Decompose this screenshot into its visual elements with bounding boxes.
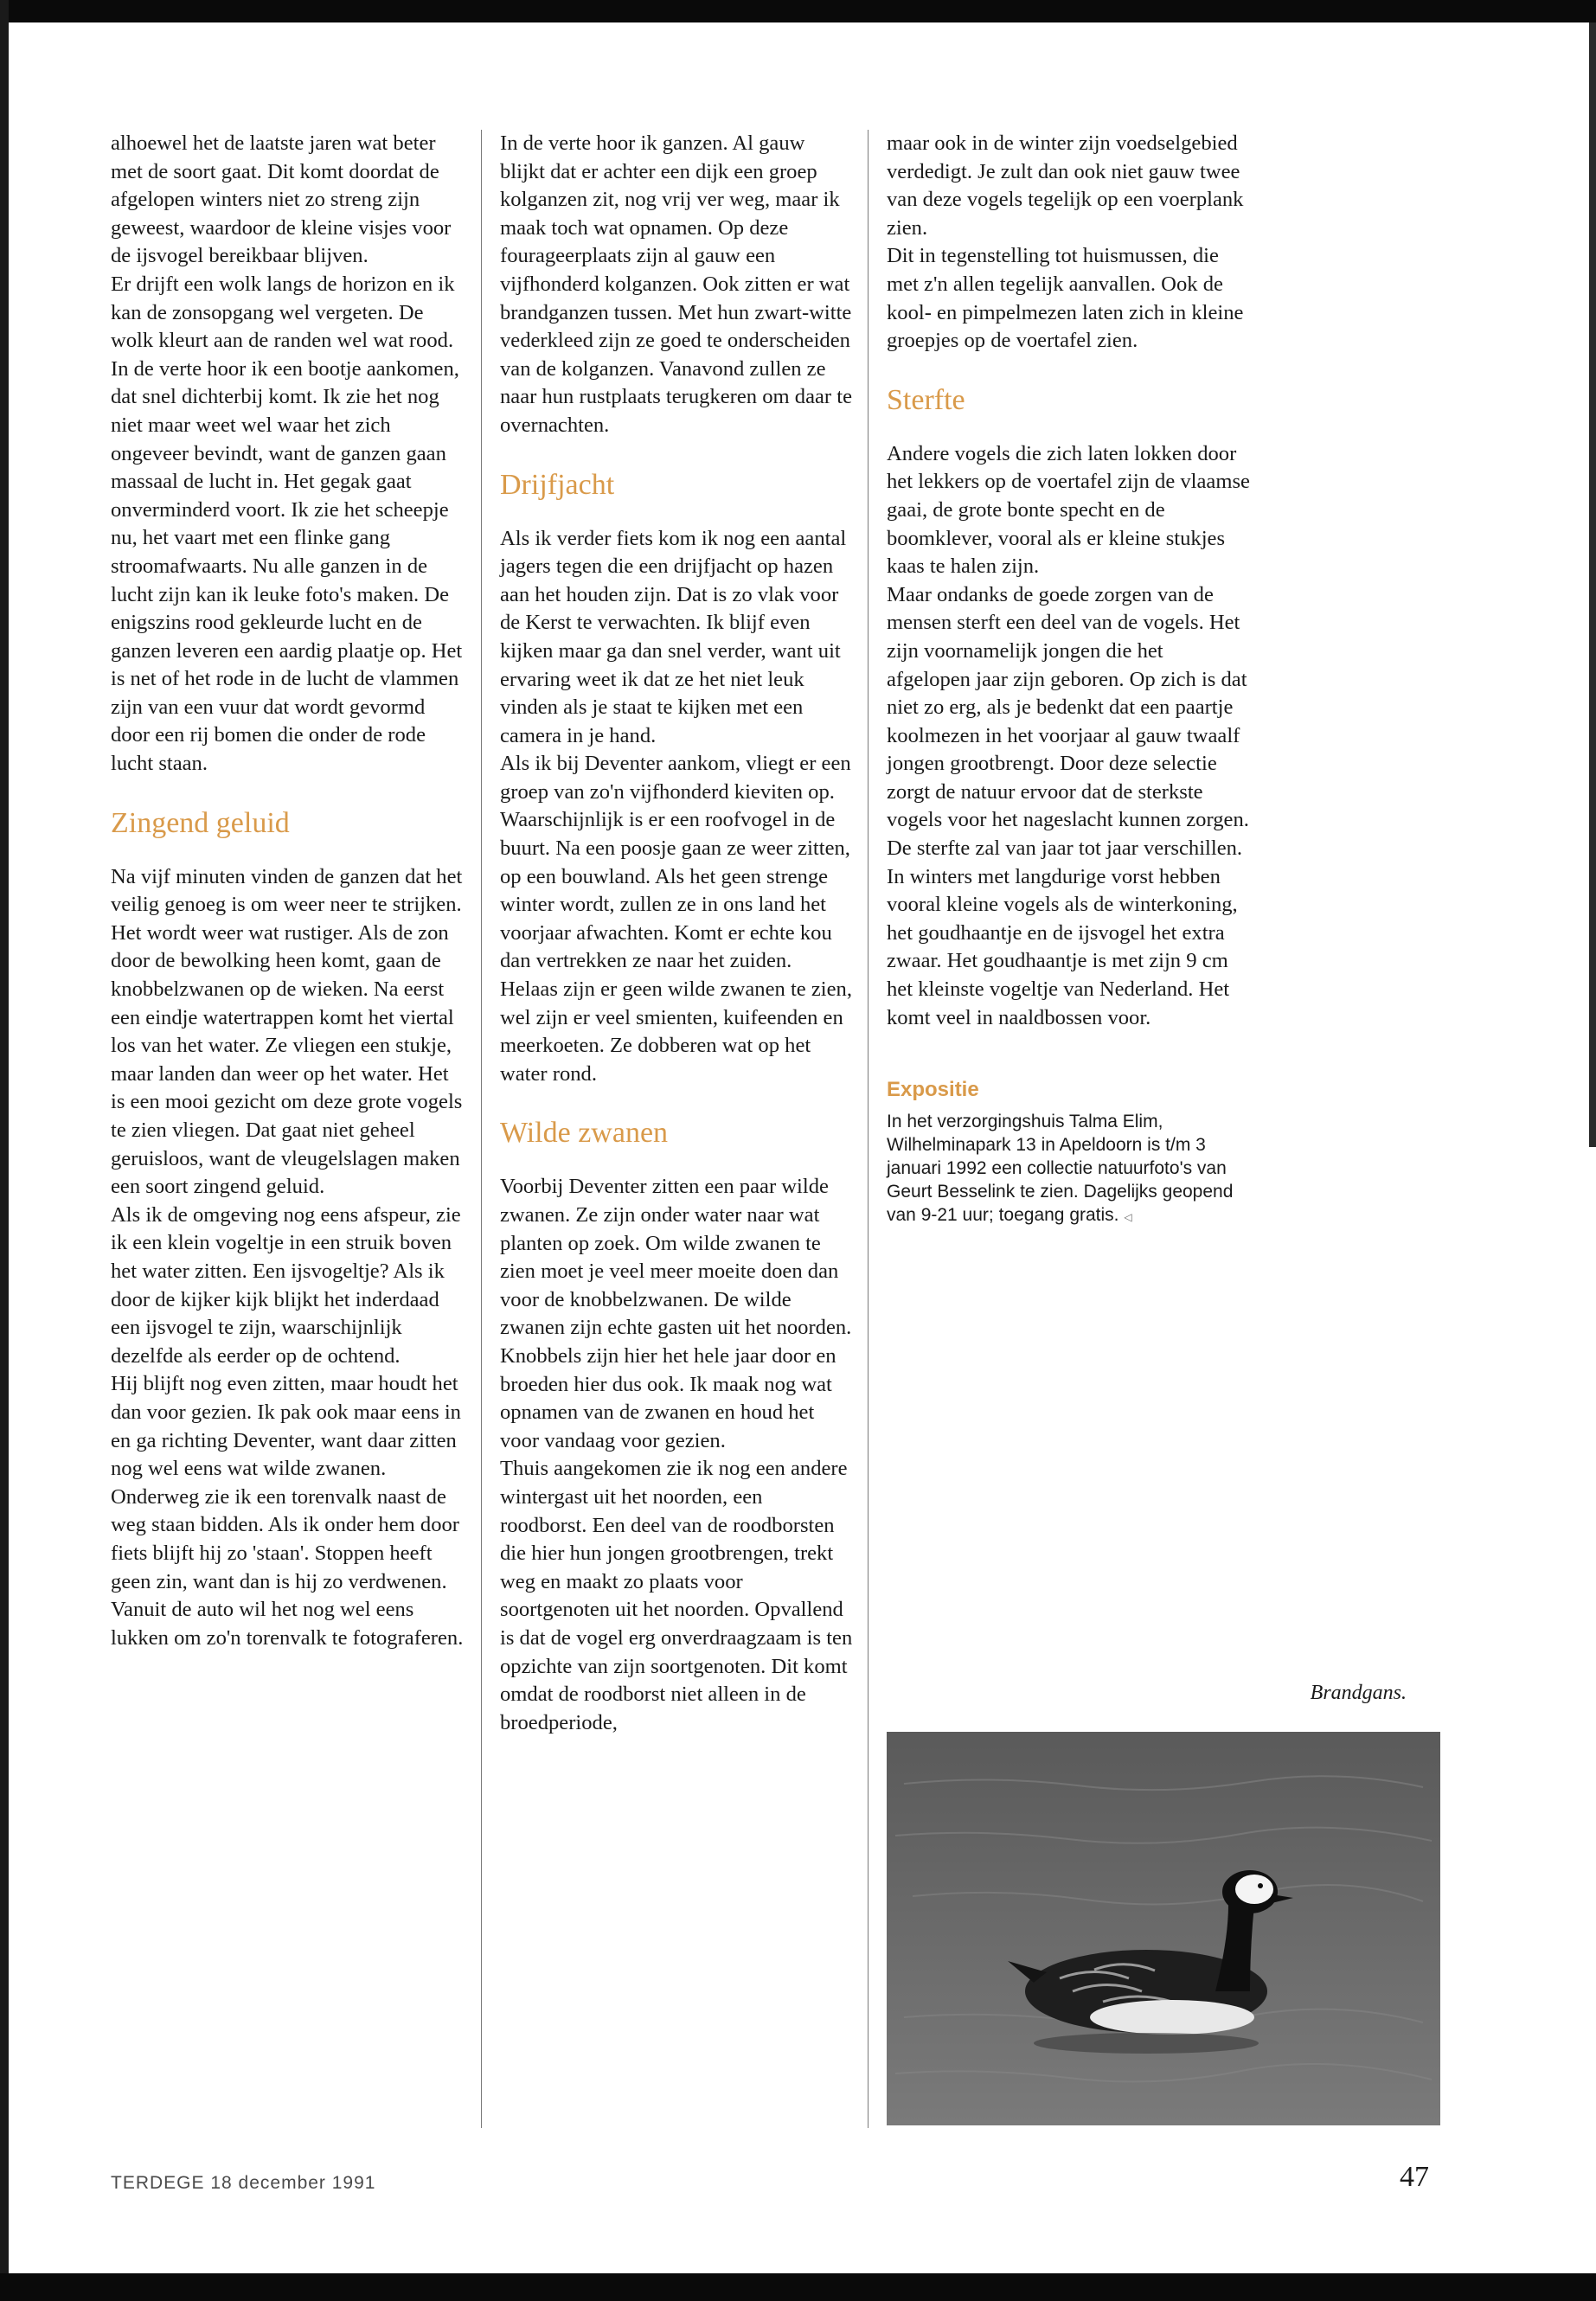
paragraph: Maar ondanks de goede zorgen van de mensen sterft een deel van de vogels. Het zijn voornamelijk jongen die het afgelopen jaar zijn geboren. Op zich is dat niet zo erg, als je bedenkt dat een paartje koolmezen in het voorjaar al gauw twaalf jongen grootbrengt. Door deze selectie zorgt de natuur ervoor dat de sterkste vogels voor het nageslacht kunnen zorgen. (887, 582, 1249, 832)
paragraph: Als ik verder fiets kom ik nog een aantal jagers tegen die een drijfjacht op hazen aan het houden zijn. Dat is zo vlak voor de Kerst te verwachten. Ik blijf even kijken maar ga dan snel verder, want uit ervaring weet ik dat ze het niet leuk vinden als je staat te kijken met een camera in je hand. (500, 526, 847, 747)
paragraph: Andere vogels die zich laten lokken door het lekkers op de voertafel zijn de vlaamse gaai, de grote bonte specht en de boomklever, vooral als er kleine stukjes kaas te halen zijn. (887, 441, 1250, 579)
column-divider-2 (868, 130, 869, 2128)
paragraph: alhoewel het de laatste jaren wat beter met de soort gaat. Dit komt doordat de afgelopen winters niet zo streng zijn geweest, waardoor de kleine visjes voor de ijsvogel bereikbaar blijven. (111, 131, 452, 268)
paragraph: Als ik de omgeving nog eens afspeur, zie ik een klein vogeltje in een struik boven het water zitten. Een ijsvogeltje? Als ik door de kijker kijk blijkt het inderdaad een ijsvogel te zijn, waarschijnlijk dezelfde als eerder op de ochtend. (111, 1202, 461, 1368)
paragraph: Thuis aangekomen zie ik nog een andere wintergast uit het noorden, een roodborst. Een deel van de roodborsten die hier hun jongen grootbrengen, trekt weg en maakt zo plaats voor soortgenoten uit het noorden. Opvallend is dat de vogel erg onverdraagzaam is ten opzichte van zijn soortgenoten. Dit komt omdat de roodborst niet alleen in de broedperiode, (500, 1457, 853, 1734)
scan-edge-top (0, 0, 1596, 22)
paragraph: Er drijft een wolk langs de horizon en ik kan de zonsopgang wel vergeten. De wolk kleurt aan de randen wel wat rood. In de verte hoor ik een bootje aankomen, dat snel dichterbij komt. Ik zie het nog niet maar weet wel waar het zich ongeveer bevindt, want de ganzen gaan massaal de lucht in. Het gegak gaat onverminderd voort. Ik zie het scheepje nu, het vaart met een flinke gang stroomafwaarts. Nu alle ganzen in de lucht zijn kan ik leuke foto's maken. De enigszins rood gekleurde lucht en de ganzen leveren een aardig plaatje op. Het is net of het rode in de lucht de vlammen zijn van een vuur dat wordt gevormd door een rij bomen die onder de rode lucht staan. (111, 272, 463, 776)
column-1 (111, 130, 464, 1652)
paragraph: Hij blijft nog even zitten, maar houdt het dan voor gezien. Ik pak ook maar eens in en ga richting Deventer, want daar zitten nog wel eens wat wilde zwanen. (111, 1372, 461, 1481)
scan-edge-left (0, 0, 9, 2301)
expositie-text: In het verzorgingshuis Talma Elim, Wilhelminapark 13 in Apeldoorn is t/m 3 januari 1992 een collectie natuurfoto's van Geurt Besselink te zien. Dagelijks geopend van 9-21 uur; toegang gratis. (887, 1112, 1234, 1226)
publication-footer: TERDEGE 18 december 1991 (111, 2173, 376, 2193)
photo-caption: Brandgans. (1310, 1682, 1407, 1704)
scan-edge-bottom (0, 2273, 1596, 2301)
goose-photo (887, 1732, 1440, 2125)
section-heading-zingend-geluid: Zingend geluid (111, 806, 290, 839)
brandgans-illustration (887, 1732, 1440, 2125)
section-heading-wilde-zwanen: Wilde zwanen (500, 1117, 669, 1150)
end-mark-icon: ◁ (1124, 1211, 1132, 1224)
paragraph: Als ik bij Deventer aankom, vliegt er een groep van zo'n vijfhonderd kieviten op. Waarschijnlijk is er een roofvogel in de buurt. Na een poosje gaan ze weer zitten, op een bouwland. Als het geen strenge winter wordt, zullen ze in ons land het voorjaar afwachten. Komt er echte kou dan vertrekken ze naar het zuiden. (500, 752, 851, 973)
section-heading-expositie: Expositie (887, 1078, 979, 1102)
paragraph: Dit in tegenstelling tot huismussen, die met z'n allen tegelijk aanvallen. Ook de kool- en pimpelmezen laten zich in kleine groepjes op de voertafel zien. (887, 244, 1244, 353)
paragraph: Onderweg zie ik een torenvalk naast de weg staan bidden. Als ik onder hem door fiets blijft hij zo 'staan'. Stoppen heeft geen zin, want dan is hij zo verdwenen. Vanuit de auto wil het nog wel eens lukken om zo'n torenvalk te fotograferen. (111, 1484, 464, 1650)
paragraph: Na vijf minuten vinden de ganzen dat het veilig genoeg is om weer neer te strijken. Het wordt weer wat rustiger. Als de zon door de bewolking heen komt, gaan de knobbelzwanen op de wieken. Na eerst een eindje watertrappen komt het viertal los van het water. Ze vliegen een stukje, maar landen dan weer op het water. Het is een mooi gezicht om deze grote vogels te zien vliegen. Dat gaat niet geheel geruisloos, want de vleugelslagen maken een soort zingend geluid. (111, 864, 463, 1199)
column-2 (500, 130, 855, 1737)
paragraph: maar ook in de winter zijn voedselgebied verdedigt. Je zult dan ook niet gauw twee van deze vogels tegelijk op een voerplank zien. (887, 131, 1244, 240)
paragraph: In de verte hoor ik ganzen. Al gauw blijkt dat er achter een dijk een groep kolganzen zit, nog vrij ver weg, maar ik maak toch wat opnamen. Op deze fourageerplaats zijn al gauw een vijfhonderd kolganzen. Ook zitten er wat brandganzen tussen. Met hun zwart-witte vederkleed zijn ze goed te onderscheiden van de kolganzen. Vanavond zullen ze naar hun rustplaats terugkeren om daar te overnachten. (500, 131, 852, 437)
expositie-notice (887, 1110, 1250, 1229)
section-heading-sterfte: Sterfte (887, 383, 965, 416)
column-3 (887, 130, 1250, 1229)
scan-edge-right (1589, 22, 1596, 1147)
paragraph: Voorbij Deventer zitten een paar wilde zwanen. Ze zijn onder water naar wat planten op zoek. Om wilde zwanen te zien moet je veel meer moeite doen dan voor de knobbelzwanen. De wilde zwanen zijn echte gasten uit het noorden. Knobbels zijn hier het hele jaar door en broeden hier dus ook. Ik maak nog wat opnamen van de zwanen en houd het voor vandaag voor gezien. (500, 1175, 852, 1452)
paragraph: De sterfte zal van jaar tot jaar verschillen. In winters met langdurige vorst hebben vooral kleine vogels als de winterkoning, het goudhaantje en de ijsvogel het extra zwaar. Het goudhaantje is met zijn 9 cm het kleinste vogeltje van Nederland. Het komt veel in naaldbossen voor. (887, 836, 1243, 1029)
section-heading-drijfjacht: Drijfjacht (500, 468, 615, 501)
paragraph: Helaas zijn er geen wilde zwanen te zien, wel zijn er veel smienten, kuifeenden en meerkoeten. Ze dobberen wat op het water rond. (500, 977, 852, 1086)
page-number: 47 (1400, 2161, 1429, 2193)
column-divider-1 (481, 130, 482, 2128)
